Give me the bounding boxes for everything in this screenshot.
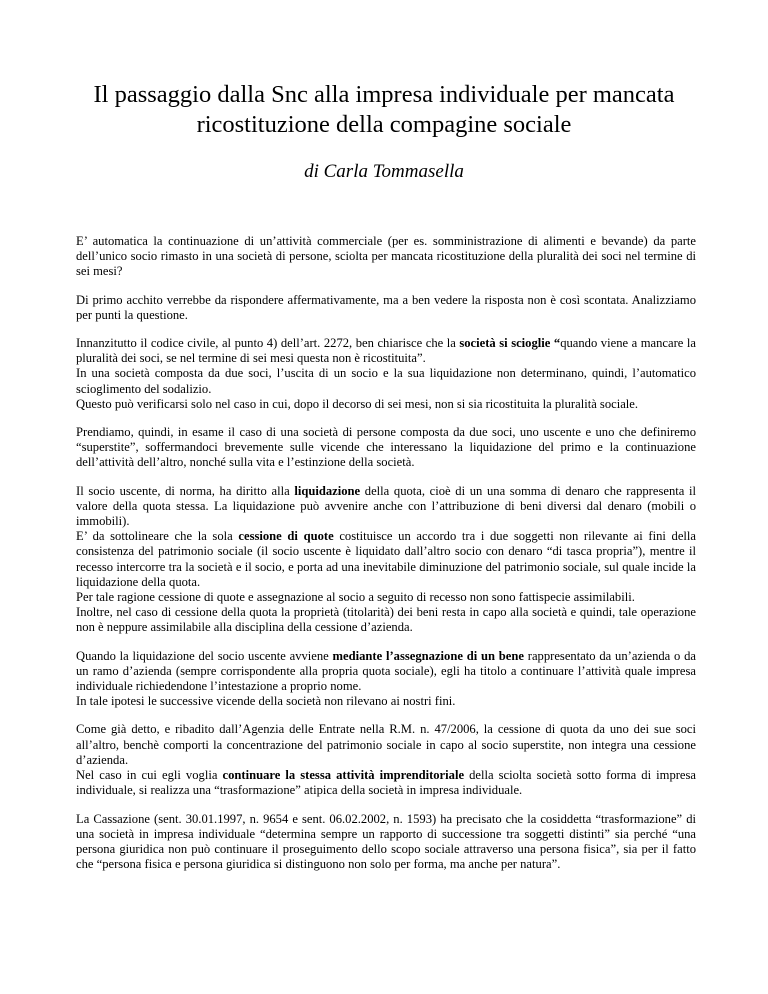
document-author: di Carla Tommasella — [304, 161, 464, 182]
paragraph: La Cassazione (sent. 30.01.1997, n. 9654 e sent. 06.02.2002, n. 1593) ha precisato che la cosiddetta “trasformazione” di una società in impresa individuale “determina sempre un rapporto di successione tra soggetti distinti” sia perché “una persona giuridica non può continuare il proseguimento dello scopo sociale attraverso una persona fisica”, sia per il fatto che “persona fisica e persona giuridica si distinguono non solo per forma, ma anche per natura”. — [76, 811, 696, 872]
paragraph: Come già detto, e ribadito dall’Agenzia delle Entrate nella R.M. n. 47/2006, la cessione di quota da uno dei sue soci all’altro, benchè comporti la concentrazione del patrimonio sociale in capo al socio superstite, non integra una cessione d’azienda. — [76, 722, 696, 767]
paragraph — [76, 768, 696, 798]
paragraph: Per tale ragione cessione di quote e assegnazione al socio a seguito di recesso non sono fattispecie assimilabili. — [76, 590, 635, 605]
paragraph-text: Innanzitutto il codice civile, al punto 4) dell’art. 2272, ben chiarisce che la — [76, 336, 460, 351]
paragraph — [76, 484, 696, 530]
paragraph — [76, 336, 696, 366]
paragraph — [76, 529, 696, 590]
paragraph-text: Quando la liquidazione del socio uscente avviene — [76, 648, 333, 663]
paragraph-text: E’ da sottolineare che la sola — [76, 529, 239, 544]
paragraph-text: costituisce un accordo tra i due soggetti non rilevante ai fini della consistenza del patrimonio sociale (il socio uscente è liquidato dall’altro socio con denaro “di tasca propria”), mentre il recesso intercorre tra la società e il socio, e porta ad una inevitabile diminuzione del patrimonio sociale, sul quale incide la liquidazione della quota. — [76, 529, 696, 589]
paragraph-text: della quota, cioè di un una somma di denaro che rappresenta il valore della quota stessa. La liquidazione può avvenire anche con l’attribuzione di beni diversi dal denaro (mobili o immobili). — [76, 483, 696, 529]
bold-emphasis: liquidazione — [294, 483, 361, 498]
paragraph: Prendiamo, quindi, in esame il caso di una società di persone composta da due soci, uno uscente e uno che definiremo “superstite”, soffermandoci brevemente sulle vicende che interessano la liquidazione del primo e la continuazione dell’attività dell’altro, nonché sulla vita e l’estinzione della società. — [76, 425, 696, 470]
paragraph: In una società composta da due soci, l’uscita di un socio e la sua liquidazione non determinano, quindi, l’automatico scioglimento del sodalizio. — [76, 366, 696, 396]
paragraph: Inoltre, nel caso di cessione della quota la proprietà (titolarità) dei beni resta in capo alla società e quindi, tale operazione non è neppure assimilabile alla disciplina della cessione d’azienda. — [76, 605, 696, 635]
paragraph-text: Il socio uscente, di norma, ha diritto alla — [76, 483, 295, 498]
document-title: Il passaggio dalla Snc alla impresa individuale per mancata ricostituzione della compagine sociale — [93, 81, 675, 138]
bold-emphasis: mediante l’assegnazione di un bene — [332, 648, 524, 663]
document-body — [76, 234, 696, 885]
bold-emphasis: società si scioglie “ — [459, 336, 561, 351]
paragraph: E’ automatica la continuazione di un’attività commerciale (per es. somministrazione di alimenti e bevande) da parte dell’unico socio rimasto in una società di persone, sciolta per mancata ricostituzione della pluralità dei soci nel termine di sei mesi? — [76, 234, 696, 279]
paragraph-text: quando viene a mancare la pluralità dei soci, se nel termine di sei mesi questa non è ricostituita”. — [76, 336, 697, 366]
paragraph: Di primo acchito verrebbe da rispondere affermativamente, ma a ben vedere la risposta non è così scontata. Analizziamo per punti la questione. — [76, 292, 696, 322]
paragraph: In tale ipotesi le successive vicende della società non rilevano ai nostri fini. — [76, 694, 456, 709]
paragraph-text: della sciolta società sotto forma di impresa individuale, si realizza una “trasformazione” atipica della società in impresa individuale. — [76, 768, 697, 798]
bold-emphasis: continuare la stessa attività imprenditoriale — [222, 768, 465, 783]
paragraph-text: Nel caso in cui egli voglia — [76, 768, 223, 783]
paragraph — [76, 649, 696, 695]
paragraph-text: rappresentato da un’azienda o da un ramo d’azienda (sempre corrispondente alla propria quota sociale), egli ha titolo a continuare l’attività quale impresa individuale richiedendone l’intestazione a proprio nome. — [76, 648, 697, 694]
bold-emphasis: cessione di quote — [238, 529, 334, 544]
paragraph: Questo può verificarsi solo nel caso in cui, dopo il decorso di sei mesi, non si sia ricostituita la pluralità sociale. — [76, 396, 639, 411]
